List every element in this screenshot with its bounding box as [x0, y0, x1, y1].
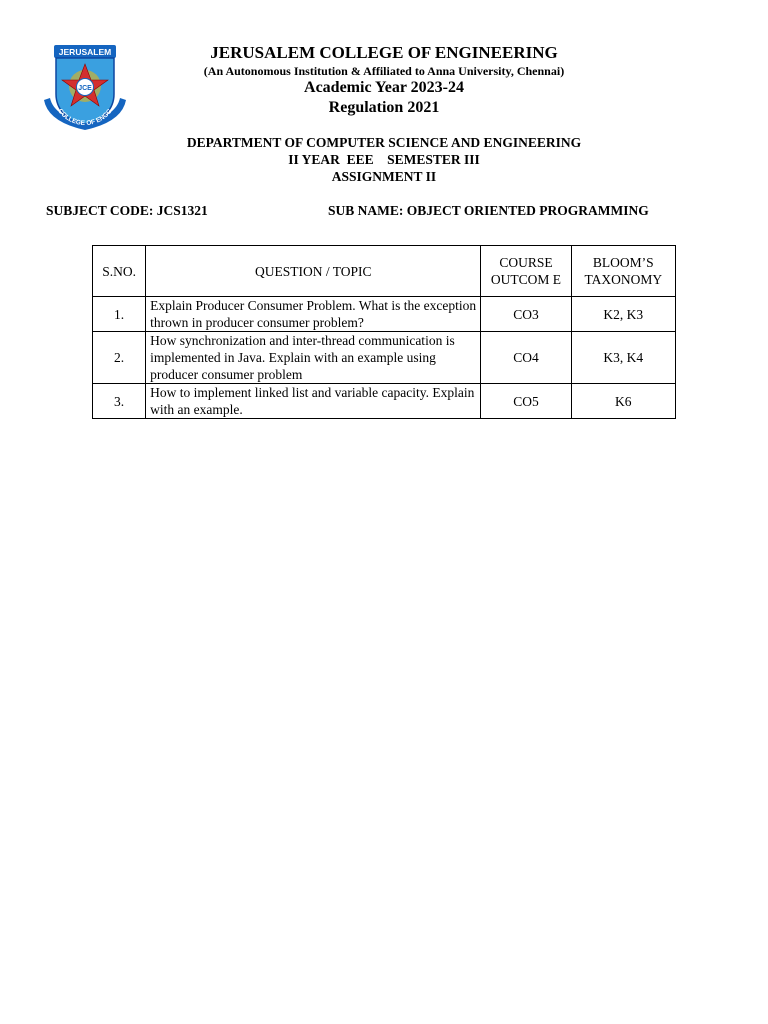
row-blooms: K6	[571, 384, 675, 419]
subject-code: SUBJECT CODE: JCS1321	[46, 203, 208, 218]
row-blooms: K3, K4	[571, 332, 675, 384]
row-sno: 1.	[93, 297, 146, 332]
table-row	[93, 297, 676, 332]
row-question: How to implement linked list and variable capacity. Explain with an example.	[146, 384, 481, 419]
table-row	[93, 384, 676, 419]
row-sno: 3.	[93, 384, 146, 419]
table-header-row	[93, 246, 676, 297]
row-question: How synchronization and inter-thread communication is implemented in Java. Explain with an example using producer consumer problem	[146, 332, 481, 384]
subject-name: SUB NAME: OBJECT ORIENTED PROGRAMMING	[328, 203, 649, 218]
row-question: Explain Producer Consumer Problem. What is the exception thrown in producer consumer problem?	[146, 297, 481, 332]
row-course-outcome: CO5	[481, 384, 571, 419]
header-course-outcome: COURSE OUTCOM E	[481, 246, 571, 297]
logo-center-text: JCE	[78, 85, 92, 92]
table-row	[93, 332, 676, 384]
assignment-table	[92, 245, 676, 419]
college-name: JERUSALEM COLLEGE OF ENGINEERING	[210, 43, 558, 62]
header-sno: S.NO.	[93, 246, 146, 297]
logo-top-text: JERUSALEM	[58, 47, 112, 57]
assignment-title: ASSIGNMENT II	[331, 169, 437, 184]
row-blooms: K2, K3	[571, 297, 675, 332]
college-subtitle: (An Autonomous Institution & Affiliated to Anna University, Chennai)	[203, 64, 565, 78]
year-semester: II YEAR EEE SEMESTER III	[288, 152, 480, 167]
logo-bottom-text: COLLEGE OF ENGG	[56, 107, 114, 128]
row-course-outcome: CO3	[481, 297, 571, 332]
header-blooms: BLOOM’S TAXONOMY	[571, 246, 675, 297]
regulation: Regulation 2021	[328, 99, 440, 116]
header-question: QUESTION / TOPIC	[146, 246, 481, 297]
department-title: DEPARTMENT OF COMPUTER SCIENCE AND ENGINEERING	[186, 135, 582, 150]
row-course-outcome: CO4	[481, 332, 571, 384]
row-sno: 2.	[93, 332, 146, 384]
academic-year: Academic Year 2023-24	[304, 79, 464, 96]
